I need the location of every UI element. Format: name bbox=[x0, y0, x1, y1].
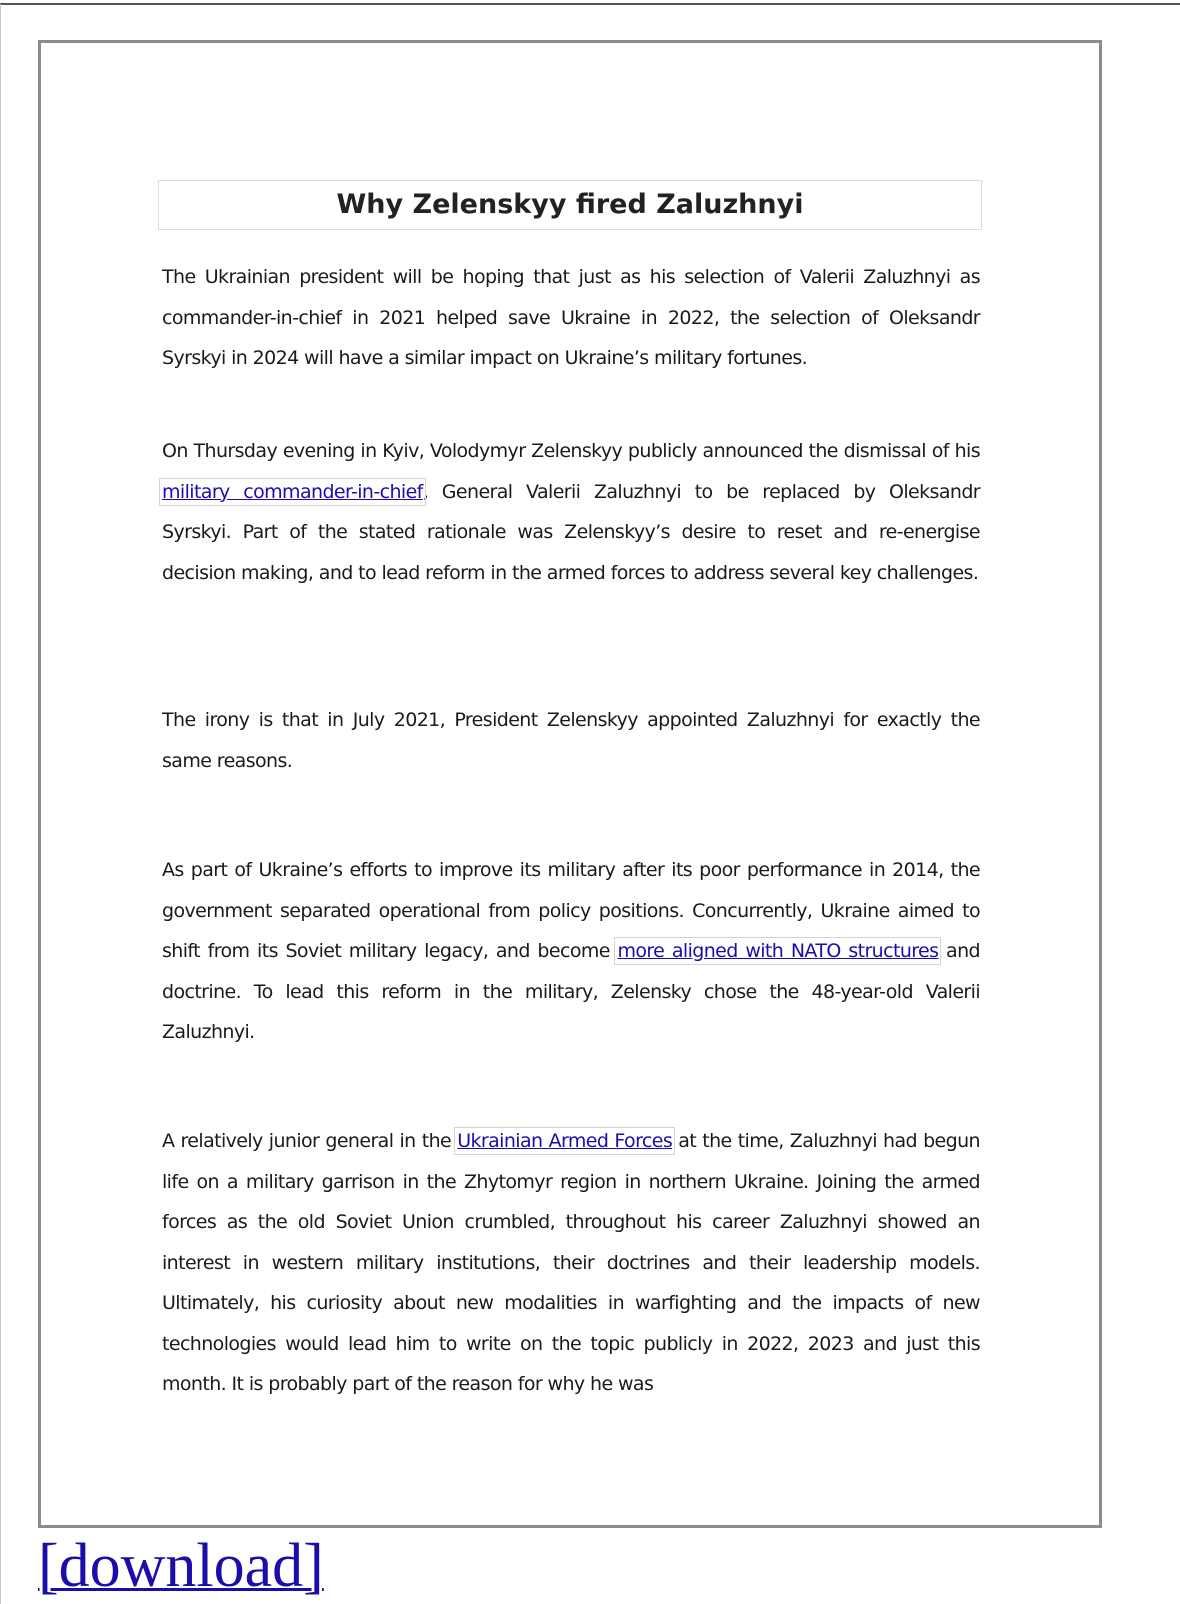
paragraph-2 bbox=[162, 431, 980, 593]
paragraph-text: , General Valerii Zaluzhnyi to be replaced by Oleksandr Syrskyi. Part of the stated rationale was Zelenskyy’s desire to reset and re-energise decision making, and to lead reform in the armed forces to address several key challenges. bbox=[162, 480, 980, 584]
military-commander-in-chief-link[interactable]: military commander-in-chief bbox=[162, 480, 423, 503]
paragraph-5 bbox=[162, 1121, 980, 1405]
paragraph-text: The irony is that in July 2021, President Zelenskyy appointed Zaluzhnyi for exactly the same reasons. bbox=[162, 709, 980, 772]
nato-structures-link[interactable]: more aligned with NATO structures bbox=[617, 940, 939, 962]
paragraph-4 bbox=[162, 850, 980, 1053]
paragraph-text: The Ukrainian president will be hoping that just as his selection of Valerii Zaluzhnyi as commander-in-chief in 2021 helped save Ukraine in 2022, the selection of Oleksandr Syrskyi in 2024 will have a similar impact on Ukraine’s military fortunes. bbox=[162, 266, 980, 369]
paragraph-text: A relatively junior general in the bbox=[162, 1130, 458, 1152]
paragraph-text: at the time, Zaluzhnyi had begun life on a military garrison in the Zhytomyr region in northern Ukraine. Joining the armed forces as the old Soviet Union crumbled, throughout his career Zaluzhnyi showed an interest in western military institutions, their doctrines and their leadership models. Ultimately, his curiosity about new modalities in warfighting and the impacts of new technologies would lead him to write on the topic publicly in 2022, 2023 and just this month. It is probably part of the reason for why he was bbox=[162, 1130, 980, 1395]
document-title: Why Zelenskyy fired Zaluzhnyi bbox=[158, 180, 982, 230]
download-link[interactable]: [download] bbox=[38, 1532, 324, 1600]
paragraph-text: and doctrine. To lead this reform in the military, Zelensky chose the 48-year-old Valerii Zaluzhnyi. bbox=[162, 940, 980, 1043]
ukrainian-armed-forces-link[interactable]: Ukrainian Armed Forces bbox=[457, 1130, 673, 1152]
paragraph-1 bbox=[162, 257, 980, 379]
download-container bbox=[38, 1530, 324, 1602]
paragraph-text: As part of Ukraine’s efforts to improve its military after its poor performance in 2014, the government separated operational from policy positions. Concurrently, Ukraine aimed to shift from its Soviet military legacy, and become bbox=[162, 859, 980, 962]
paragraph-text: On Thursday evening in Kyiv, Volodymyr Zelenskyy publicly announced the dismissal of his bbox=[162, 440, 980, 462]
paragraph-3 bbox=[162, 700, 980, 781]
left-edge-divider bbox=[0, 4, 1, 1604]
top-divider bbox=[0, 3, 1180, 5]
